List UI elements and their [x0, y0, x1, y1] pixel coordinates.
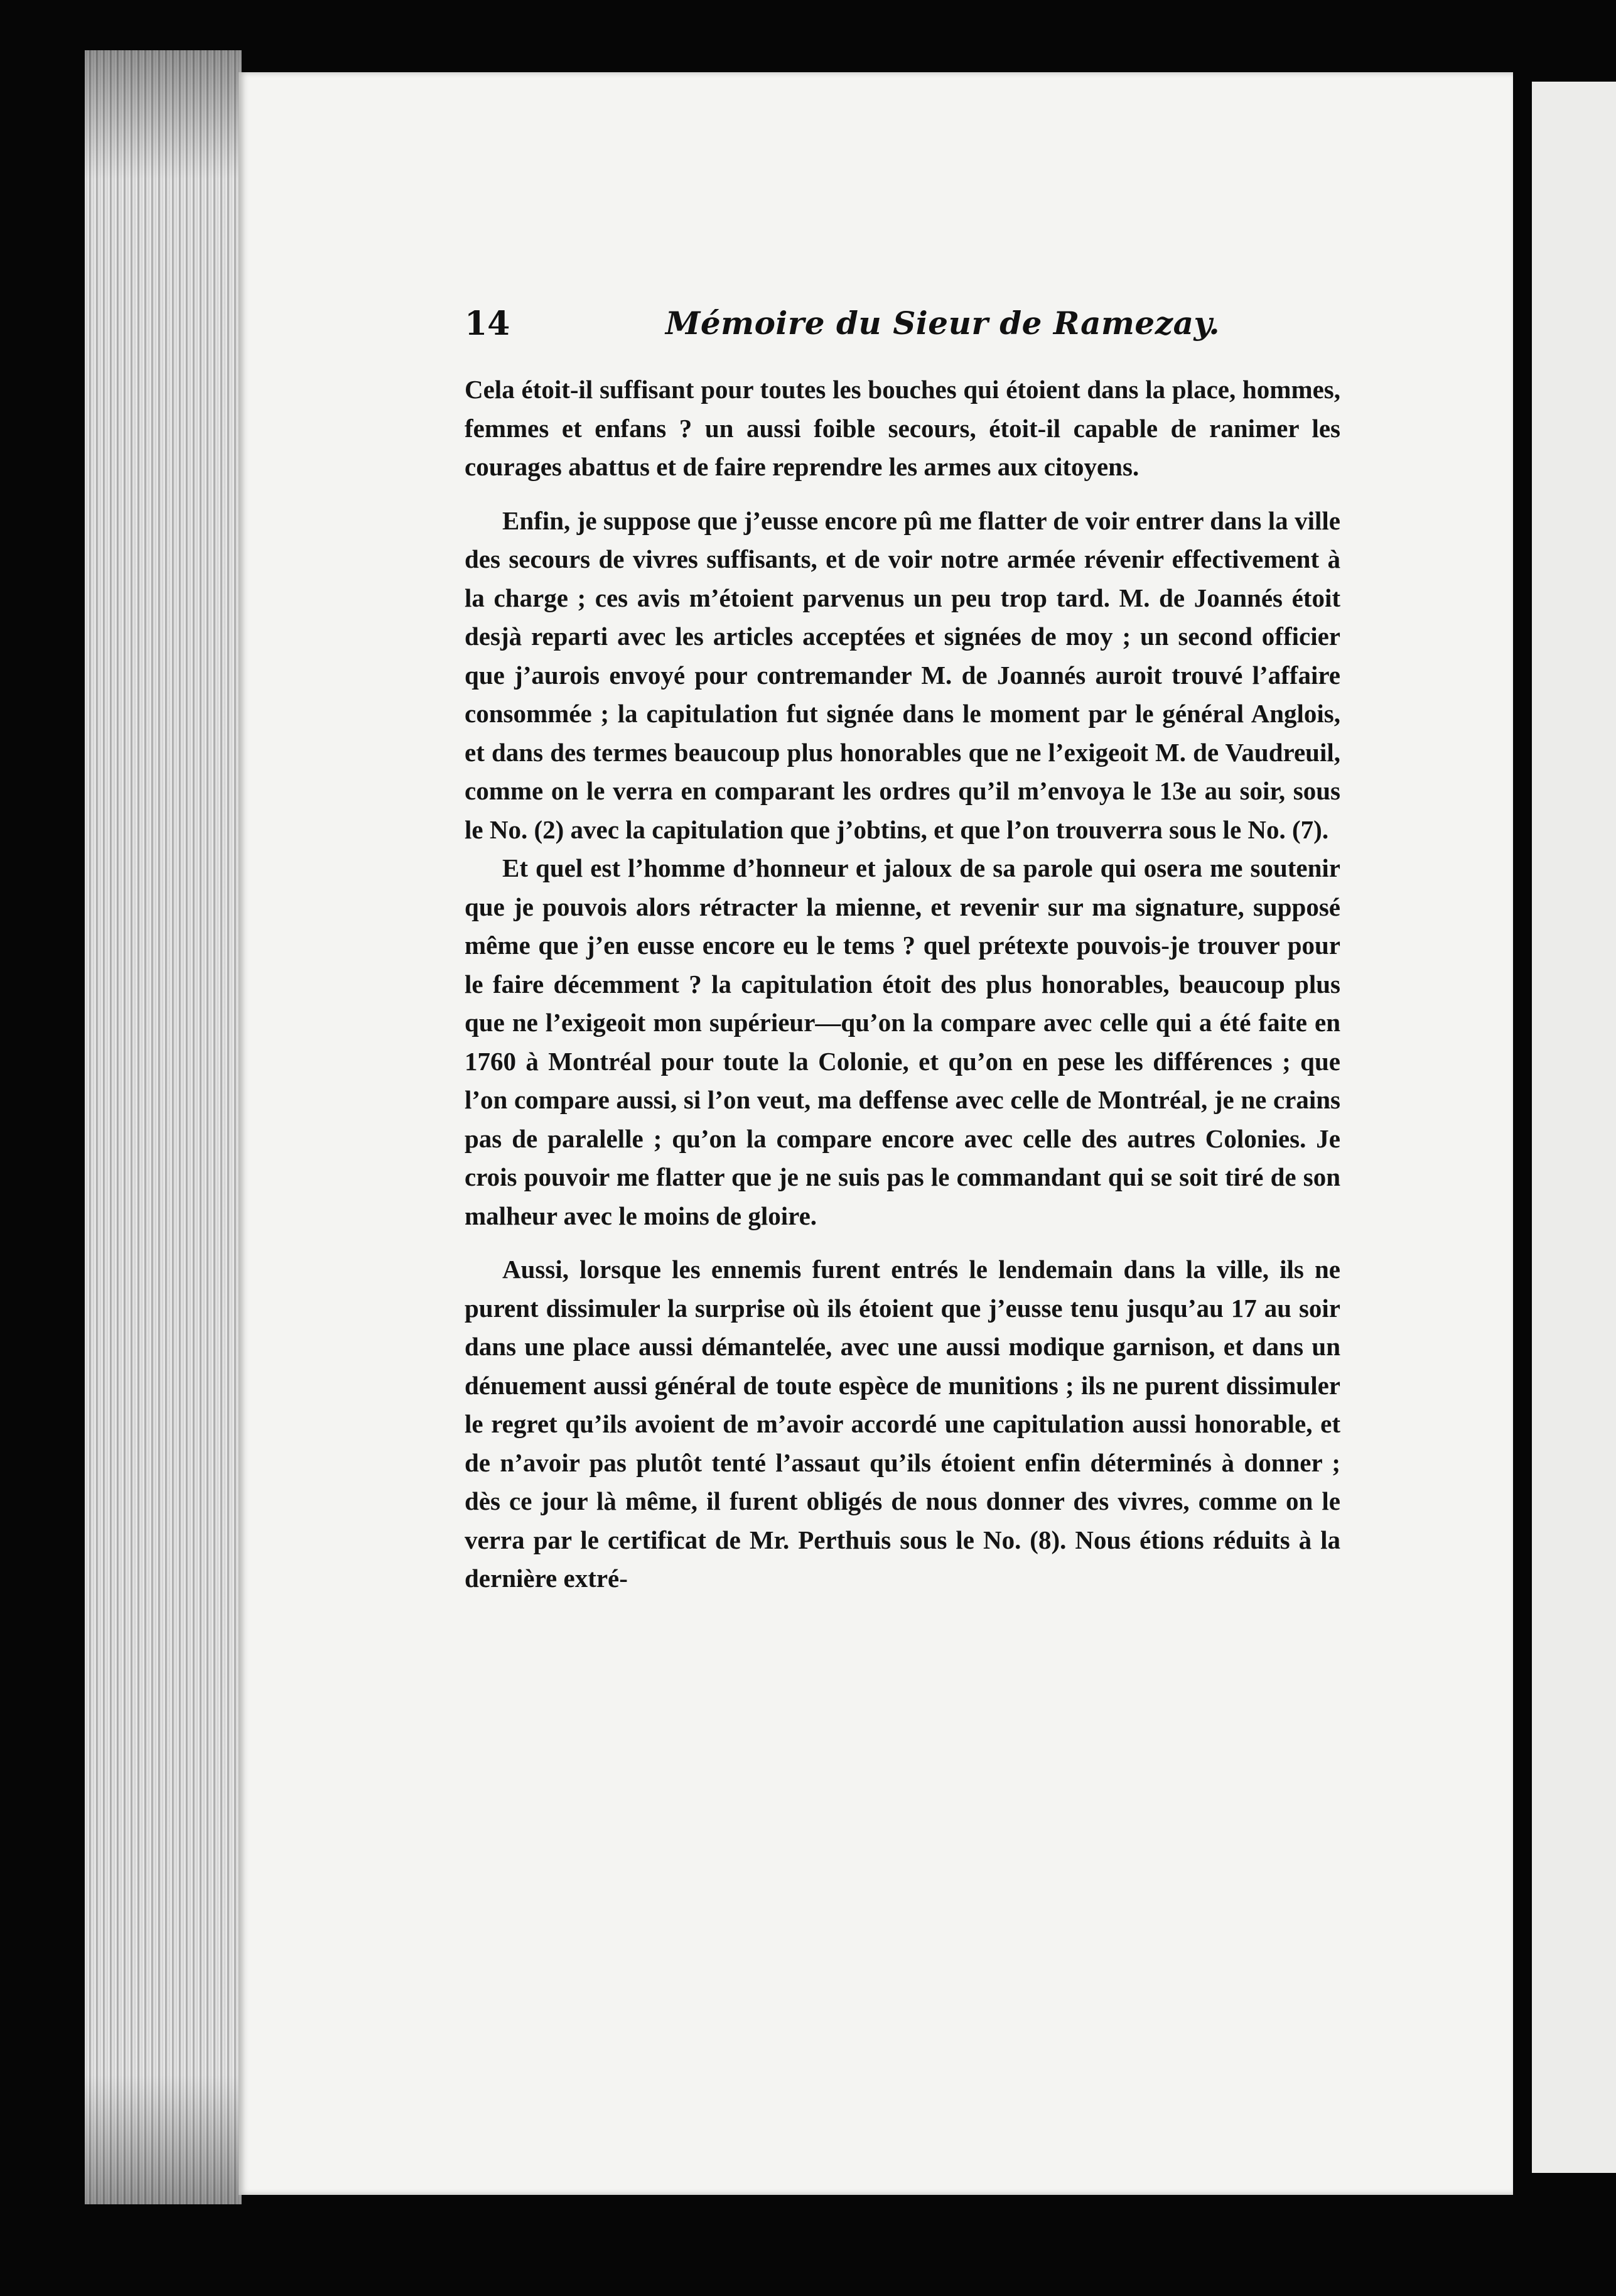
facing-page-edge	[1532, 82, 1616, 2173]
body-text	[465, 371, 1340, 1598]
paragraph: Cela étoit-il suffisant pour toutes les bouches qui étoient dans la place, hommes, femmes et enfans ? un aussi foible secours, étoit-il capable de ranimer les courages abattus et de faire reprendre les armes aux citoyens.	[465, 375, 1340, 481]
paragraph: Aussi, lorsque les ennemis furent entrés le lendemain dans la ville, ils ne purent dissimuler la surprise où ils étoient que j’eusse tenu jusqu’au 17 au soir dans une place aussi démantelée, avec une aussi modique garnison, et dans un dénuement aussi général de toute espèce de munitions ; ils ne purent dissimuler le regret qu’ils avoient de m’avoir accordé une capitulation aussi honorable, et de n’avoir pas plutôt tenté l’assaut qu’ils étoient enfin déterminés à donner ; dès ce jour là même, il furent obligés de nous donner des vivres, comme on le verra par le certificat de Mr. Perthuis sous le No. (8). Nous étions réduits à la dernière extré-	[465, 1255, 1340, 1593]
page-title: Mémoire du Sieur de Ramezay.	[665, 305, 1220, 342]
book-page-edges	[85, 50, 242, 2204]
running-header	[465, 298, 1344, 355]
paragraph: Enfin, je suppose que j’eusse encore pû me flatter de voir entrer dans la ville des secours de vivres suffisants, et de voir notre armée révenir effectivement à la charge ; ces avis m’étoient parvenus un peu trop tard. M. de Joannés étoit desjà reparti avec les articles acceptées et signées de moy ; un second officier que j’aurois envoyé pour contremander M. de Joannés auroit trouvé l’affaire consommée ; la capitulation fut signée dans le moment par le général Anglois, et dans des termes beaucoup plus honorables que ne l’exigeoit M. de Vaudreuil, comme on le verra en comparant les ordres qu’il m’envoya le 13e au soir, sous le No. (2) avec la capitulation que j’obtins, et que l’on trouverra sous le No. (7).	[465, 506, 1340, 844]
page-number: 14	[465, 305, 510, 343]
paragraph: Et quel est l’homme d’honneur et jaloux de sa parole qui osera me soutenir que je pouvois alors rétracter la mienne, et revenir sur ma signature, supposé même que j’en eusse encore eu le tems ? quel prétexte pouvois-je trouver pour le faire décemment ? la capitulation étoit des plus honorables, beaucoup plus que ne l’exigeoit mon supérieur—qu’on la compare avec celle qui a été faite en 1760 à Montréal pour toute la Colonie, et qu’on en pese les différences ; que l’on compare aussi, si l’on veut, ma deffense avec celle de Montréal, je ne crains pas de paralelle ; qu’on la compare encore avec celle des autres Colonies. Je crois pouvoir me flatter que je ne suis pas le commandant qui se soit tiré de son malheur avec le moins de gloire.	[465, 853, 1340, 1230]
